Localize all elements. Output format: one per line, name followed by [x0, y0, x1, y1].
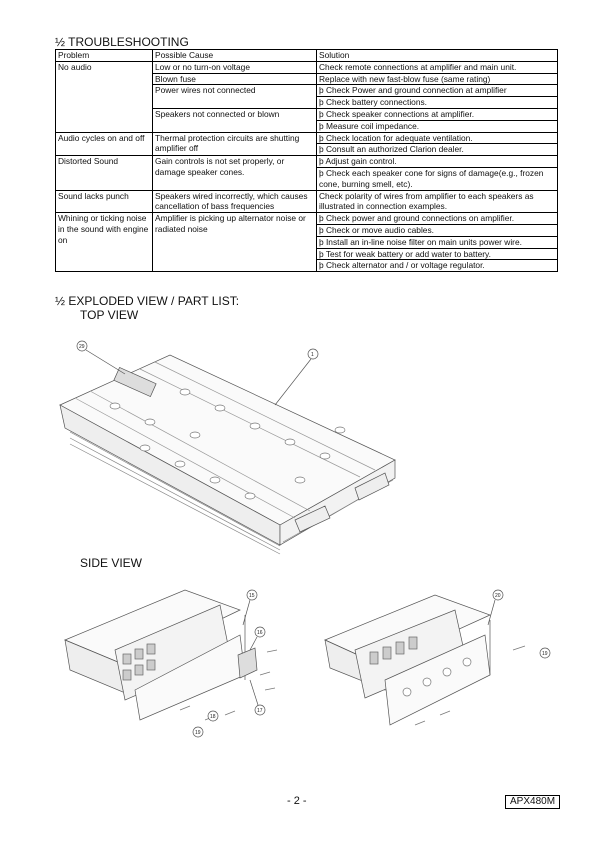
- solution-cell: [317, 108, 558, 132]
- solution-line: þ Consult an authorized Clarion dealer.: [319, 144, 464, 155]
- solution-cell: Check polarity of wires from amplifier to each speakers as illustrated in connection examples.: [317, 190, 558, 213]
- solution-cell: Check remote connections at amplifier and main unit.: [317, 61, 558, 73]
- solution-line: þ Check location for adequate ventilation.: [317, 133, 557, 145]
- table-row: [56, 132, 558, 156]
- solution-cell: Replace with new fast-blow fuse (same rating): [317, 73, 558, 85]
- problem-cell: Sound lacks punch: [56, 190, 153, 213]
- solution-cell: [317, 85, 558, 109]
- solution-line: þ Measure coil impedance.: [319, 120, 420, 131]
- exploded-title: ½ EXPLODED VIEW / PART LIST:: [55, 294, 240, 308]
- callout-label: 19: [542, 651, 548, 657]
- callout-label: 20: [495, 593, 501, 599]
- table-row: [56, 156, 558, 190]
- callout-label: 19: [195, 730, 201, 736]
- cause-cell: Blown fuse: [153, 73, 317, 85]
- problem-cell: Distorted Sound: [56, 156, 153, 190]
- page-number: - 2 -: [287, 795, 307, 807]
- top-view-drawing: [55, 330, 495, 560]
- solution-line: þ Check speaker connections at amplifier.: [317, 109, 557, 121]
- header-problem: Problem: [56, 50, 153, 62]
- cause-cell: Speakers wired incorrectly, which causes cancellation of bass frequencies: [153, 190, 317, 213]
- cause-cell: Power wires not connected: [153, 85, 317, 109]
- cause-cell: Thermal protection circuits are shutting amplifier off: [153, 132, 317, 156]
- solution-line: þ Test for weak battery or add water to battery.: [317, 249, 557, 261]
- table-row: [56, 190, 558, 213]
- callout-label: 18: [210, 714, 216, 720]
- problem-cell: Audio cycles on and off: [56, 132, 153, 156]
- solution-line: þ Check alternator and / or voltage regulator.: [319, 260, 485, 271]
- troubleshooting-table: [55, 49, 558, 272]
- solution-cell: [317, 132, 558, 156]
- solution-cell: [317, 213, 558, 272]
- solution-cell: [317, 156, 558, 190]
- solution-line: þ Check each speaker cone for signs of damage(e.g., frozen cone, burning smell, etc).: [319, 167, 544, 189]
- solution-line: þ Check power and ground connections on amplifier.: [317, 213, 557, 225]
- callout-label: 15: [249, 593, 255, 599]
- table-row: [56, 213, 558, 272]
- cause-cell: Low or no turn-on voltage: [153, 61, 317, 73]
- callout-label: 16: [257, 630, 263, 636]
- cause-cell: Speakers not connected or blown: [153, 108, 317, 132]
- callout-label: 1: [311, 352, 314, 358]
- troubleshooting-title: ½ TROUBLESHOOTING: [55, 35, 189, 49]
- callout-label: 29: [79, 344, 85, 350]
- problem-cell: No audio: [56, 61, 153, 132]
- table-row: [56, 61, 558, 73]
- model-badge: APX480M: [505, 795, 560, 809]
- side-view-heading: SIDE VIEW: [80, 556, 143, 570]
- callout-label: 17: [257, 708, 263, 714]
- side-view-drawing: [55, 580, 555, 750]
- solution-line: þ Check battery connections.: [319, 97, 428, 108]
- solution-line: þ Install an in-line noise filter on main units power wire.: [317, 237, 557, 249]
- header-solution: Solution: [317, 50, 558, 62]
- top-view-heading: TOP VIEW: [80, 308, 139, 322]
- table-header: [56, 50, 558, 62]
- solution-line: þ Check Power and ground connection at amplifier: [317, 85, 557, 97]
- cause-cell: Gain controls is not set properly, or damage speaker cones.: [153, 156, 317, 190]
- cause-cell: Amplifier is picking up alternator noise or radiated noise: [153, 213, 317, 272]
- solution-line: þ Check or move audio cables.: [317, 225, 557, 237]
- problem-cell: Whining or ticking noise in the sound with engine on: [56, 213, 153, 272]
- solution-line: þ Adjust gain control.: [317, 156, 557, 168]
- header-cause: Possible Cause: [153, 50, 317, 62]
